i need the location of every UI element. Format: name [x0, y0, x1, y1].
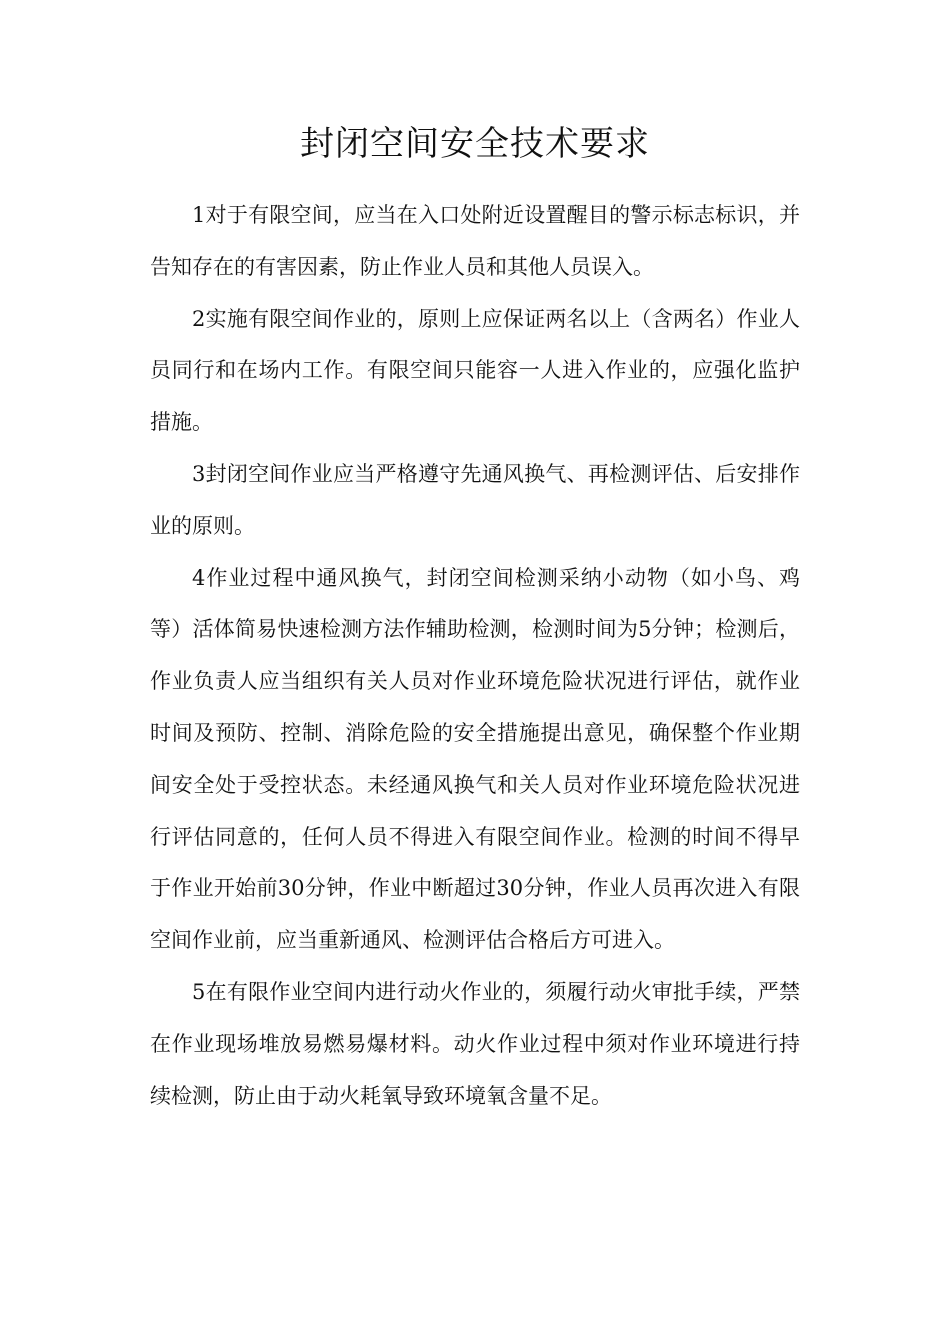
paragraph-5: 5在有限作业空间内进行动火作业的，须履行动火审批手续，严禁在作业现场堆放易燃易爆材料。动火作业过程中须对作业环境进行持续检测，防止由于动火耗氧导致环境氧含量不足。	[150, 979, 800, 1108]
paragraph-3: 3封闭空间作业应当严格遵守先通风换气、再检测评估、后安排作业的原则。	[150, 461, 800, 538]
paragraph-4: 4作业过程中通风换气，封闭空间检测采纳小动物（如小鸟、鸡等）活体简易快速检测方法作辅助检测，检测时间为5分钟；检测后，作业负责人应当组织有关人员对作业环境危险状况进行评估，就作业时间及预防、控制、消除危险的安全措施提出意见，确保整个作业期间安全处于受控状态。未经通风换气和关人员对作业环境危险状况进行评估同意的，任何人员不得进入有限空间作业。检测的时间不得早于作业开始前30分钟，作业中断超过30分钟，作业人员再次进入有限空间作业前，应当重新通风、检测评估合格后方可进入。	[150, 565, 800, 953]
document-body	[150, 190, 800, 1122]
paragraph-2: 2实施有限空间作业的，原则上应保证两名以上（含两名）作业人员同行和在场内工作。有限空间只能容一人进入作业的，应强化监护措施。	[150, 306, 800, 435]
paragraph-1: 1对于有限空间，应当在入口处附近设置醒目的警示标志标识，并告知存在的有害因素，防止作业人员和其他人员误入。	[150, 203, 800, 279]
document-title: 封闭空间安全技术要求	[300, 124, 650, 164]
